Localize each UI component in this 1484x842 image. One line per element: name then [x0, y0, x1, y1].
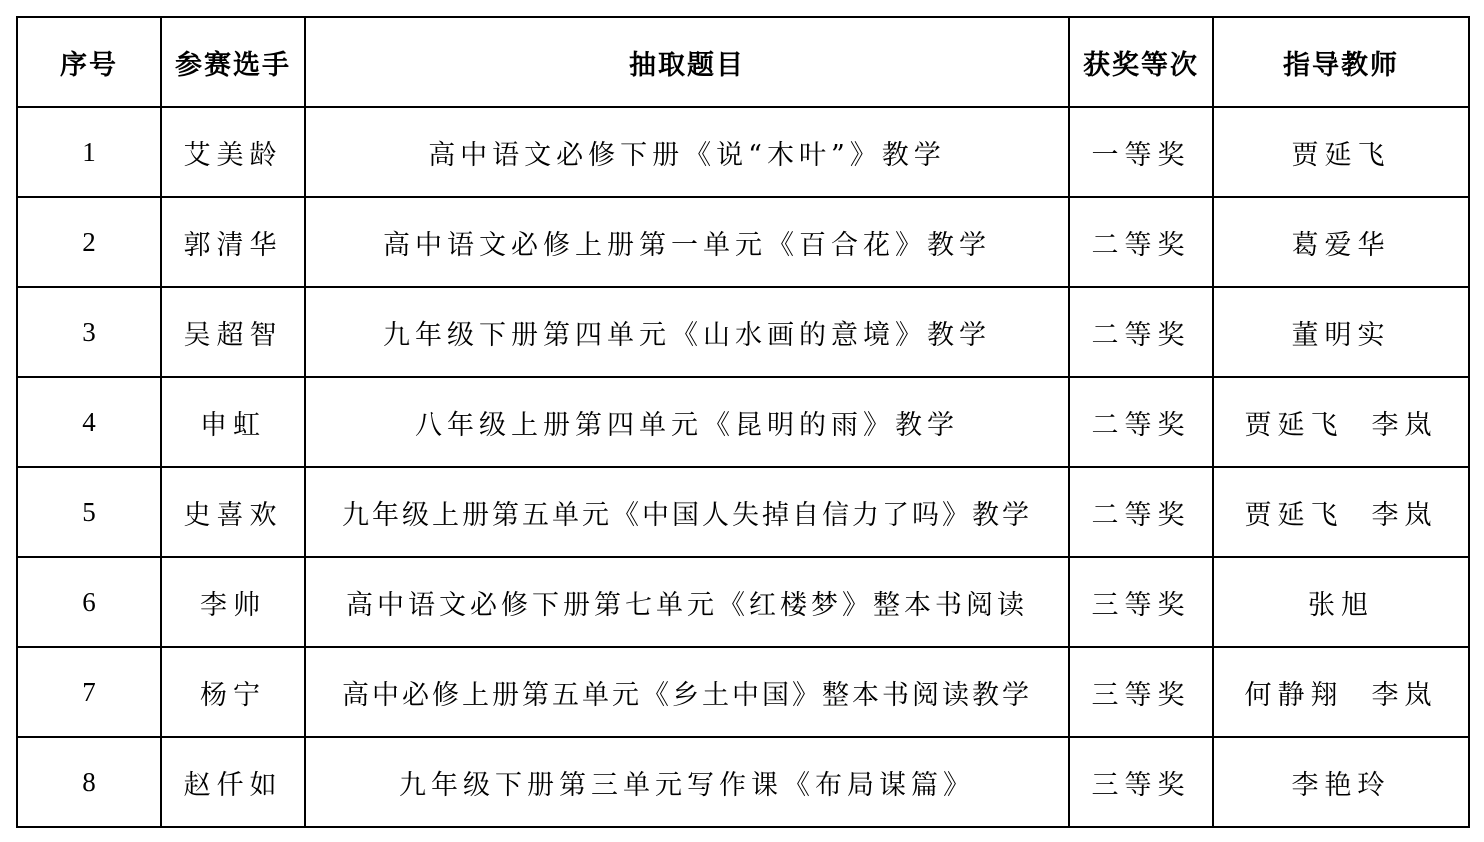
- row-no: 4: [17, 377, 161, 467]
- row-topic: 高中必修上册第五单元《乡土中国》整本书阅读教学: [305, 647, 1069, 737]
- row-no: 3: [17, 287, 161, 377]
- teacher-name: 葛爱华: [1291, 229, 1391, 261]
- row-no: 8: [17, 737, 161, 827]
- row-award: 三等奖: [1069, 647, 1213, 737]
- table-row: [17, 647, 1469, 737]
- header-award: 获奖等次: [1069, 17, 1213, 107]
- row-teachers: [1213, 197, 1469, 287]
- table-row: [17, 197, 1469, 287]
- row-contestant: 郭清华: [161, 197, 305, 287]
- header-teacher: 指导教师: [1213, 17, 1469, 107]
- row-topic: 九年级上册第五单元《中国人失掉自信力了吗》教学: [305, 467, 1069, 557]
- table-row: [17, 377, 1469, 467]
- row-no: 2: [17, 197, 161, 287]
- table-row: [17, 107, 1469, 197]
- teacher-name: 董明实: [1291, 319, 1391, 351]
- row-topic: 高中语文必修下册《说“木叶”》教学: [305, 107, 1069, 197]
- row-topic: 高中语文必修上册第一单元《百合花》教学: [305, 197, 1069, 287]
- table-row: [17, 287, 1469, 377]
- row-contestant: 艾美龄: [161, 107, 305, 197]
- teacher-name: 贾延飞: [1244, 499, 1344, 531]
- header-contestant: 参赛选手: [161, 17, 305, 107]
- row-award: 二等奖: [1069, 377, 1213, 467]
- row-contestant: 申虹: [161, 377, 305, 467]
- header-topic: 抽取题目: [305, 17, 1069, 107]
- row-teachers: [1213, 737, 1469, 827]
- teacher-name: 李岚: [1371, 679, 1438, 711]
- row-topic: 九年级下册第三单元写作课《布局谋篇》: [305, 737, 1069, 827]
- row-award: 二等奖: [1069, 287, 1213, 377]
- row-award: 二等奖: [1069, 197, 1213, 287]
- row-contestant: 李帅: [161, 557, 305, 647]
- row-teachers: [1213, 287, 1469, 377]
- row-no: 6: [17, 557, 161, 647]
- row-topic: 九年级下册第四单元《山水画的意境》教学: [305, 287, 1069, 377]
- row-contestant: 杨宁: [161, 647, 305, 737]
- teacher-name: 李艳玲: [1291, 769, 1391, 801]
- teacher-name: 贾延飞: [1291, 139, 1391, 171]
- teacher-name: 李岚: [1371, 409, 1438, 441]
- teacher-name: 何静翔: [1244, 679, 1344, 711]
- row-no: 5: [17, 467, 161, 557]
- row-award: 一等奖: [1069, 107, 1213, 197]
- row-contestant: 史喜欢: [161, 467, 305, 557]
- row-topic: 高中语文必修下册第七单元《红楼梦》整本书阅读: [305, 557, 1069, 647]
- row-teachers: [1213, 557, 1469, 647]
- table-row: [17, 737, 1469, 827]
- row-award: 二等奖: [1069, 467, 1213, 557]
- row-award: 三等奖: [1069, 557, 1213, 647]
- row-teachers: [1213, 647, 1469, 737]
- row-contestant: 吴超智: [161, 287, 305, 377]
- teacher-name: 贾延飞: [1244, 409, 1344, 441]
- teacher-name: 李岚: [1371, 499, 1438, 531]
- row-teachers: [1213, 107, 1469, 197]
- row-teachers: [1213, 377, 1469, 467]
- row-no: 7: [17, 647, 161, 737]
- row-no: 1: [17, 107, 161, 197]
- row-award: 三等奖: [1069, 737, 1213, 827]
- row-contestant: 赵仟如: [161, 737, 305, 827]
- teacher-name: 张旭: [1308, 589, 1374, 621]
- header-row: [17, 17, 1469, 107]
- header-no: 序号: [17, 17, 161, 107]
- row-teachers: [1213, 467, 1469, 557]
- award-table: [16, 16, 1470, 828]
- table-row: [17, 467, 1469, 557]
- table-row: [17, 557, 1469, 647]
- row-topic: 八年级上册第四单元《昆明的雨》教学: [305, 377, 1069, 467]
